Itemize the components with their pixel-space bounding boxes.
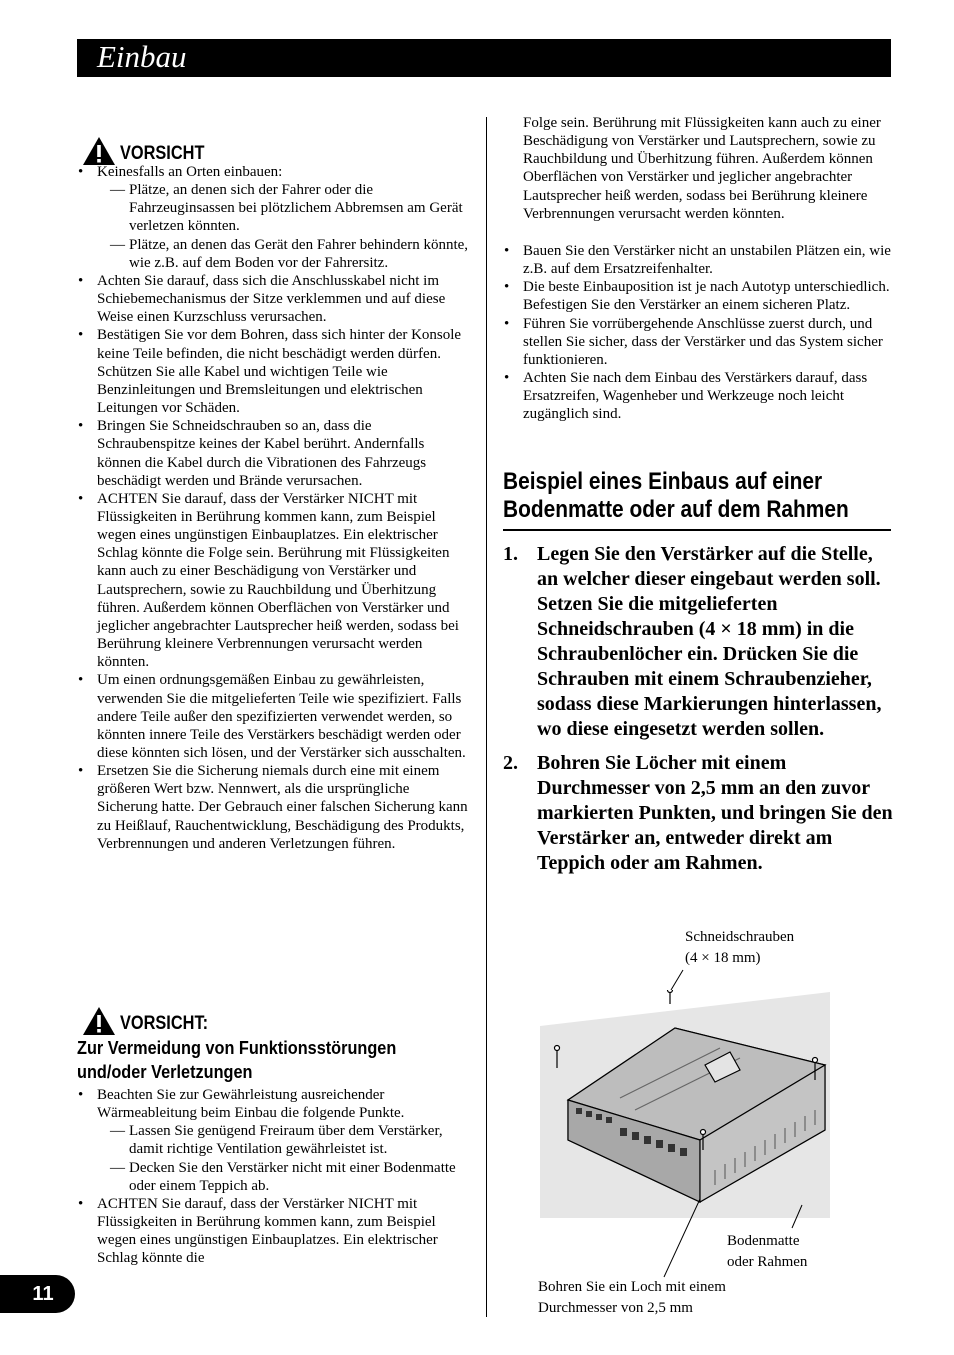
- right-list: [503, 242, 895, 424]
- list-item: • Bestätigen Sie vor dem Bohren, dass sich hinter der Konsole keine Teile befinden, die nicht beschädigt werden dürfen. Schützen Sie alle Kabel und wichtigen Teile wie Benzinleitungen und Bremsleitungen und elektrischen Leitungen vor Schäden.: [77, 326, 469, 417]
- step-item: [503, 542, 898, 742]
- sub-item: — Plätze, an denen das Gerät den Fahrer behindern könnte, wie z.B. auf dem Boden vor der Fahrersitz.: [110, 236, 469, 271]
- step-text: Bohren Sie Löcher mit einem Durchmesser von 2,5 mm an den zuvor markierten Punkten, und bringen Sie den Verstärker an, entweder direkt am Teppich oder am Rahmen.: [537, 752, 893, 874]
- page-title: Einbau: [97, 39, 187, 74]
- list-item: • Achten Sie darauf, dass sich die Anschlusskabel nicht im Schiebemechanismus der Sitze verklemmen und auf diese Weise einen Kurzschluss verursachen.: [77, 272, 469, 326]
- figure-label-mat: Bodenmatte oder Rahmen: [727, 1233, 808, 1270]
- figure-label-screws: Schneidschrauben (4 × 18 mm): [685, 929, 795, 966]
- continuation-text: Folge sein. Berührung mit Flüssigkeiten kann auch zu einer Beschädigung von Verstärker und Lautsprechern, sowie zu Rauchbildung und Überhitzung führen. Außerdem können Oberflächen von Verstärker und jeglicher angebrachter Lautsprecher heiß werden, sodass bei Berührung kleinere Verbrennungen verursacht werden könnten.: [523, 115, 881, 222]
- sub-item: — Lassen Sie genügend Freiraum über dem Verstärker, damit richtige Ventilation gewährleistet ist.: [110, 1123, 443, 1158]
- list-item: • Führen Sie vorrübergehende Anschlüsse zuerst durch, und stellen Sie sicher, dass der Verstärker und das System sicher funktionieren.: [503, 315, 895, 369]
- sub-item: — Plätze, an denen sich der Fahrer oder die Fahrzeuginsassen bei plötzlichem Abbremsen am Gerät verletzen könnten.: [110, 182, 463, 235]
- step-number: 1.: [503, 543, 518, 565]
- warning-icon: [82, 136, 116, 166]
- header-bar: [77, 39, 891, 77]
- list-item: • ACHTEN Sie darauf, dass der Verstärker NICHT mit Flüssigkeiten in Berührung kommen kann, zum Beispiel wegen eines ungünstigen Einbauplatzes. Ein elektrischer Schlag könnte die Folge sein. Berührung mit Flüssigkeiten kann auch zu einer Beschädigung von Verstärker und Lautsprechern, sowie zu Rauchbildung und Überhitzung führen. Außerdem können Oberflächen von Verstärker und jeglicher angebrachter Lautsprecher heiß werden, sodass bei Berührung kleinere Verbrennungen verursacht werden könnten.: [77, 490, 469, 672]
- caution2-subtitle: Zur Vermeidung von Funktionsstörungen und/oder Verletzungen: [77, 1037, 397, 1082]
- list-item: • Beachten Sie zur Gewährleistung ausreichender Wärmeableitung beim Einbau die folgende Punkte. — Lassen Sie genügend Freiraum über dem Verstärker, damit richtige Ventilation gewährleistet ist. — Decken Sie den Verstärker nicht mit einer Bodenmatte oder einem Teppich ab.: [77, 1086, 469, 1195]
- caution-title: VORSICHT: [120, 143, 205, 164]
- steps-list: [503, 542, 898, 885]
- caution-list: [77, 163, 469, 853]
- step-text: Legen Sie den Verstärker auf die Stelle, an welcher dieser eingebaut werden soll. Setzen Sie die mitgelieferten Schneidschrauben (4 × 18 mm) in die Schraubenlöcher ein. Drücken Sie die Schrauben mit einem Schraubenzieher, sodass diese Markierungen hinterlassen, wo diese eingesetzt werden sollen.: [537, 543, 882, 740]
- caution2-title: VORSICHT:: [120, 1013, 209, 1034]
- list-item: • Bringen Sie Schneidschrauben so an, dass die Schraubenspitze keines der Kabel berührt. Andernfalls können die Kabel durch die Vibrationen des Fahrzeugs beschädigt werden und Brände verursachen.: [77, 417, 469, 490]
- warning-icon: [82, 1006, 116, 1036]
- page-number: 11: [0, 1275, 75, 1313]
- caution2-list: [77, 1086, 469, 1268]
- section-heading: Beispiel eines Einbaus auf einer Bodenmatte oder auf dem Rahmen: [503, 468, 849, 523]
- list-item: • Die beste Einbauposition ist je nach Autotyp unterschiedlich. Befestigen Sie den Verstärker an einem sicheren Platz.: [503, 278, 895, 314]
- step-item: [503, 751, 898, 876]
- list-item: • Um einen ordnungsgemäßen Einbau zu gewährleisten, verwenden Sie die mitgelieferten Teile wie spezifiziert. Falls andere Teile außer den spezifizierten verwendet werden, so könnten innere Teile des Verstärkers beschädigt werden oder diese könnten sich lösen, und der Verstärker sich ausschalten.: [77, 671, 469, 762]
- column-divider: [486, 117, 487, 1317]
- caution-heading: [82, 136, 218, 166]
- list-item: • Keinesfalls an Orten einbauen: — Plätze, an denen sich der Fahrer oder die Fahrzeuginsassen bei plötzlichem Abbremsen am Gerät verletzen könnten. — Plätze, an denen das Gerät den Fahrer behindern könnte, wie z.B. auf dem Boden vor der Fahrersitz.: [77, 163, 469, 272]
- list-item: • Achten Sie nach dem Einbau des Verstärkers darauf, dass Ersatzreifen, Wagenheber und Werkzeuge noch leicht zugänglich sind.: [503, 369, 895, 423]
- list-item: • ACHTEN Sie darauf, dass der Verstärker NICHT mit Flüssigkeiten in Berührung kommen kann, zum Beispiel wegen eines ungünstigen Einbauplatzes. Ein elektrischer Schlag könnte die: [77, 1195, 469, 1268]
- caution2-heading: [82, 1006, 222, 1036]
- figure-label-drill: Bohren Sie ein Loch mit einem Durchmesser von 2,5 mm: [538, 1279, 726, 1316]
- sub-item: — Decken Sie den Verstärker nicht mit einer Bodenmatte oder einem Teppich ab.: [110, 1159, 456, 1194]
- amplifier-installation-illustration: [540, 990, 830, 1218]
- list-item: • Ersetzen Sie die Sicherung niemals durch eine mit einem größeren Wert bzw. Nennwert, als die ursprüngliche Sicherung hatte. Der Gebrauch einer falschen Sicherung kann zu Heißlauf, Rauchentwicklung, Beschädigung des Produkts, Verbrennungen und anderen Verletzungen führen.: [77, 762, 469, 853]
- step-number: 2.: [503, 752, 518, 774]
- section-rule: [503, 529, 891, 531]
- list-item: • Bauen Sie den Verstärker nicht an unstabilen Plätzen ein, wie z.B. auf dem Ersatzreifenhalter.: [503, 242, 895, 278]
